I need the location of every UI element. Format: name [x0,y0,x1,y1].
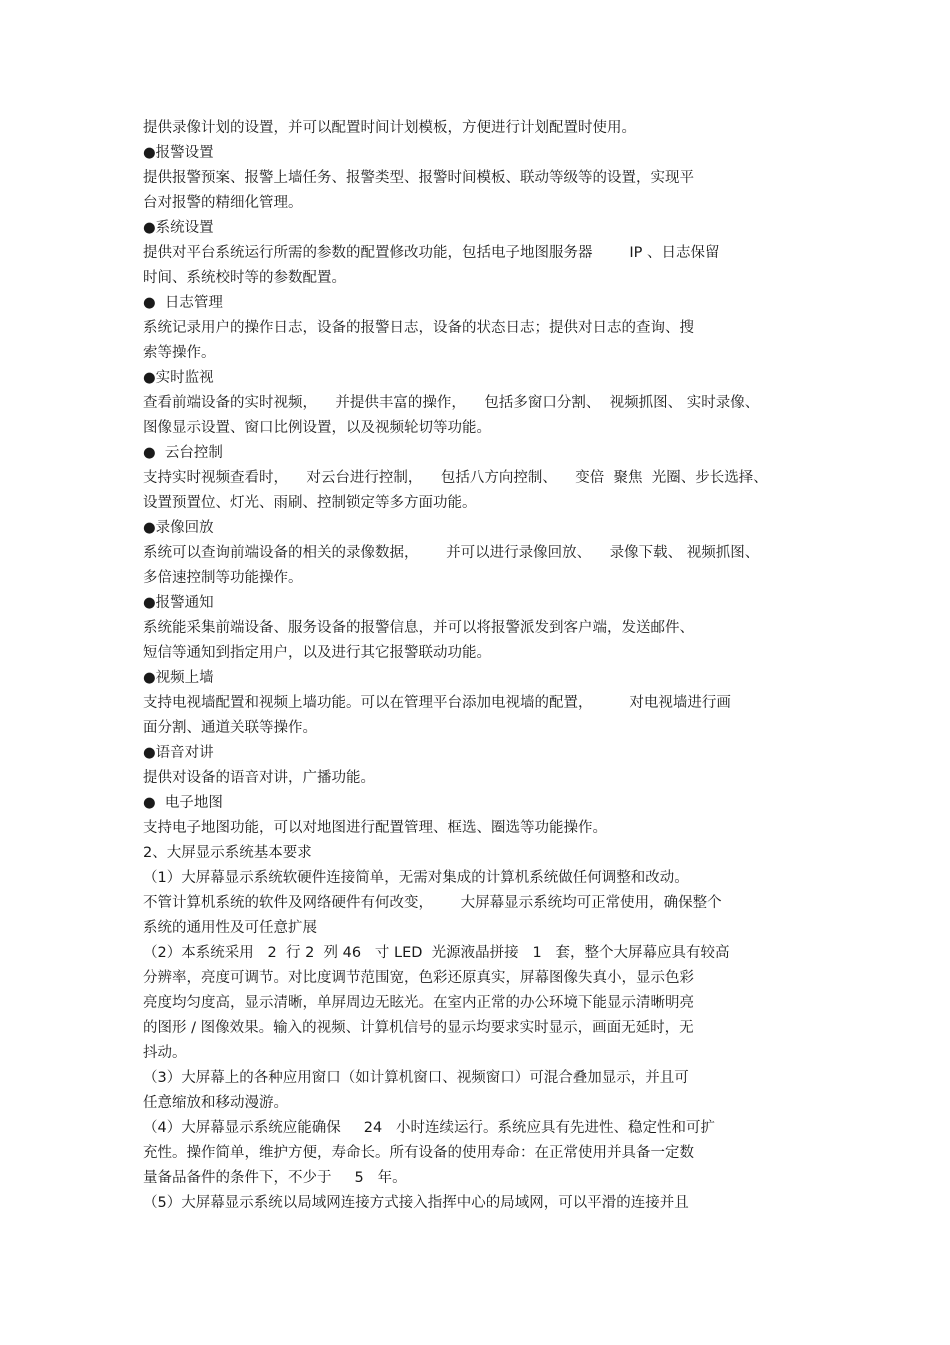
text-line: 时间、系统校时等的参数配置。 [143,270,346,286]
text-line: 面分割、通道关联等操作。 [143,720,317,736]
text-line: 短信等通知到指定用户，以及进行其它报警联动功能。 [143,645,491,661]
text-line: 不管计算机系统的软件及网络硬件有何改变， 大屏幕显示系统均可正常使用，确保整个 [143,895,722,911]
text-line: 分辨率，亮度可调节。对比度调节范围宽，色彩还原真实，屏幕图像失真小，显示色彩 [143,970,694,986]
section-heading: ●报警通知 [143,595,214,611]
text-line: （4）大屏幕显示系统应能确保 24 小时连续运行。系统应具有先进性、稳定性和可扩 [143,1120,716,1136]
text-line: 量备品备件的条件下，不少于 5 年。 [143,1170,407,1186]
text-line: 提供报警预案、报警上墙任务、报警类型、报警时间模板、联动等级等的设置，实现平 [143,170,694,186]
text-line: 系统可以查询前端设备的相关的录像数据， 并可以进行录像回放、 录像下载、 视频抓图、 [143,545,760,561]
section-heading: ●语音对讲 [143,745,214,761]
text-line: （1）大屏幕显示系统软硬件连接简单，无需对集成的计算机系统做任何调整和改动。 [143,870,689,886]
text-line: 系统能采集前端设备、服务设备的报警信息，并可以将报警派发到客户端，发送邮件、 [143,620,694,636]
text-line: 多倍速控制等功能操作。 [143,570,303,586]
section-heading: ●系统设置 [143,220,214,236]
text-line: 充性。操作简单，维护方便，寿命长。所有设备的使用寿命：在正常使用并具备一定数 [143,1145,694,1161]
section-heading: ● 云台控制 [143,445,223,461]
section-heading: ● 日志管理 [143,295,223,311]
text-line: 设置预置位、灯光、雨刷、控制锁定等多方面功能。 [143,495,477,511]
text-line: （3）大屏幕上的各种应用窗口（如计算机窗口、视频窗口）可混合叠加显示，并且可 [143,1070,689,1086]
text-line: 抖动。 [143,1045,187,1061]
text-line: 台对报警的精细化管理。 [143,195,303,211]
text-line: 系统的通用性及可任意扩展 [143,920,317,936]
text-line: 查看前端设备的实时视频， 并提供丰富的操作， 包括多窗口分割、 视频抓图、 实时录像、 [143,395,760,411]
text-line: （5）大屏幕显示系统以局域网连接方式接入指挥中心的局域网，可以平滑的连接并且 [143,1195,689,1211]
section-heading: ●录像回放 [143,520,214,536]
text-line: 提供录像计划的设置，并可以配置时间计划模板，方便进行计划配置时使用。 [143,120,636,136]
text-line: 的图形 / 图像效果。输入的视频、计算机信号的显示均要求实时显示，画面无延时，无 [143,1020,694,1036]
text-line: 任意缩放和移动漫游。 [143,1095,288,1111]
text-line: 图像显示设置、窗口比例设置，以及视频轮切等功能。 [143,420,491,436]
text-line: 支持实时视频查看时， 对云台进行控制， 包括八方向控制、 变倍 聚焦 光圈、步长选择、 [143,470,768,486]
text-line: 亮度均匀度高，显示清晰，单屏周边无眩光。在室内正常的办公环境下能显示清晰明亮 [143,995,694,1011]
text-line: 支持电视墙配置和视频上墙功能。可以在管理平台添加电视墙的配置， 对电视墙进行画 [143,695,731,711]
text-line: 索等操作。 [143,345,216,361]
section-heading: ●实时监视 [143,370,214,386]
text-line: （2）本系统采用 2 行 2 列 46 寸 LED 光源液晶拼接 1 套，整个大屏幕应具有较高 [143,945,730,961]
section-heading: ●报警设置 [143,145,214,161]
text-line: 提供对平台系统运行所需的参数的配置修改功能，包括电子地图服务器 IP 、日志保留 [143,245,720,261]
text-line: 支持电子地图功能，可以对地图进行配置管理、框选、圈选等功能操作。 [143,820,607,836]
section-title: 2、大屏显示系统基本要求 [143,845,312,861]
text-line: 提供对设备的语音对讲，广播功能。 [143,770,375,786]
section-heading: ●视频上墙 [143,670,214,686]
section-heading: ● 电子地图 [143,795,223,811]
text-line: 系统记录用户的操作日志，设备的报警日志，设备的状态日志；提供对日志的查询、搜 [143,320,694,336]
